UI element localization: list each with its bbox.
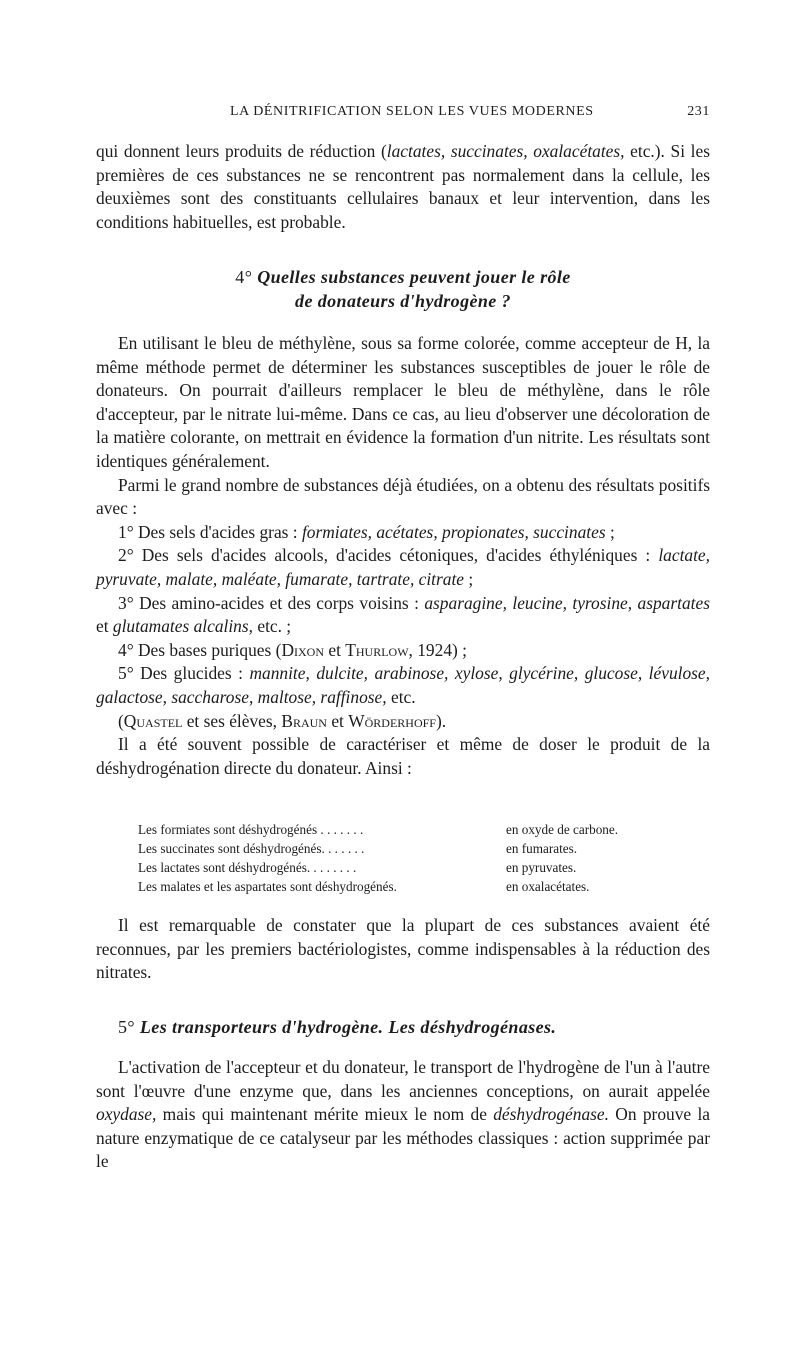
donor-substances-block: [96, 332, 710, 780]
table-cell-product: en oxalacétates.: [506, 879, 590, 894]
list-item-3-conj: et: [96, 616, 113, 637]
term-oxydase: oxydase,: [96, 1104, 157, 1125]
credit-and: et: [326, 710, 349, 731]
page-number: 231: [687, 104, 710, 119]
paragraph-dehydrogenation-product: Il a été souvent possible de caractériser et même de doser le produit de la déshydrogénation directe du donateur. Ainsi :: [96, 734, 710, 778]
author-thurlow: Thurlow: [345, 639, 409, 660]
list-item-amino-acids: [96, 592, 710, 639]
table-cell-subject: Les formiates sont déshydrogénés . . . . . . .: [138, 822, 364, 837]
list-item-1-lead: 1° Des sels d'acides gras :: [118, 521, 302, 542]
para6-text-c: On prouve la nature enzymatique de ce catalyseur par les méthodes classiques : action supprimée par le: [96, 1104, 711, 1172]
table-row: [138, 858, 618, 877]
table-row: [138, 820, 618, 839]
list-item-fatty-acids: [96, 521, 710, 545]
section-4-heading: [96, 265, 710, 313]
list-item-purine-bases: [96, 639, 710, 663]
paragraph-methylene-blue: En utilisant le bleu de méthylène, sous sa forme colorée, comme accepteur de H, la même méthode permet de déterminer les substances susceptibles de jouer le rôle de donateurs. On pourrait d'ailleurs remplacer le bleu de méthylène, dans le rôle d'accepteur, par le nitrate lui-même. Dans ce cas, au lieu d'observer une décoloration de la matière colorante, on mettrait en évidence la formation d'un nitrite. Les résultats sont identiques généralement.: [96, 333, 710, 471]
list-item-4-conj: et: [324, 639, 346, 660]
section-4-number: 4°: [235, 267, 253, 287]
table-cell-product: en fumarates.: [506, 841, 578, 856]
list-item-5-lead: 5° Des glucides :: [118, 663, 250, 684]
list-item-glucides: [96, 662, 710, 709]
paragraph-bacteriologists-text: Il est remarquable de constater que la plupart de ces substances avaient été reconnues, par les premiers bactériologistes, comme indispensables à la réduction des nitrates.: [96, 915, 710, 983]
paragraph-positive-results: Parmi le grand nombre de substances déjà étudiées, on a obtenu des résultats positifs avec :: [96, 474, 710, 519]
section-4-title-line2: de donateurs d'hydrogène ?: [295, 291, 511, 311]
list-item-3-substances-b: glutamates alcalins,: [112, 616, 253, 637]
paragraph-dehydrogenase: [96, 1056, 710, 1174]
list-item-1-substances: formiates, acétates, propionates, succinates: [301, 521, 606, 542]
list-item-3-lead: 3° Des amino-acides et des corps voisins :: [118, 592, 425, 613]
table-cell-subject: Les lactates sont déshydrogénés. . . . . . . .: [138, 860, 357, 875]
credit-open: (: [118, 710, 124, 731]
credit-mid: et ses élèves,: [182, 710, 282, 731]
list-item-2-tail: ;: [464, 568, 474, 589]
list-item-5-tail: etc.: [386, 686, 416, 707]
table-cell-product: en oxyde de carbone.: [506, 822, 619, 837]
list-item-4-lead: 4° Des bases puriques (: [118, 639, 282, 660]
credit-close: ).: [435, 710, 447, 731]
section-5-number: 5°: [118, 1017, 135, 1037]
table-row: [138, 877, 618, 896]
para1-italic-list: lactates, succinates, oxalacétates,: [386, 141, 625, 161]
list-item-4-tail: , 1924) ;: [408, 639, 467, 660]
author-worderhoff: Wörderhoff: [348, 710, 436, 731]
table-row: [138, 839, 618, 858]
term-deshydrogenase: déshydrogénase.: [493, 1104, 609, 1125]
list-item-3-substances-a: asparagine, leucine, tyrosine, aspartates: [424, 592, 710, 613]
section-5-title: Les transporteurs d'hydrogène. Les déshydrogénases.: [139, 1017, 557, 1037]
table-cell-subject: Les succinates sont déshydrogénés. . . . . . .: [138, 841, 365, 856]
list-item-2-lead: 2° Des sels d'acides alcools, d'acides cétoniques, d'acides éthyléniques :: [118, 545, 659, 566]
list-item-1-tail: ;: [605, 521, 615, 542]
para6-text-b: mais qui maintenant mérite mieux le nom de: [156, 1104, 494, 1125]
table-cell-product: en pyruvates.: [506, 860, 577, 875]
section-4-title-line1: Quelles substances peuvent jouer le rôle: [257, 267, 571, 287]
author-dixon: Dixon: [281, 639, 324, 660]
list-item-2-substances: lactate, pyruvate, malate, maléate, fumarate, tartrate, citrate: [96, 545, 710, 589]
author-quastel: Quastel: [123, 710, 183, 731]
running-header: [96, 104, 710, 124]
para6-text-a: L'activation de l'accepteur et du donateur, le transport de l'hydrogène de l'un à l'autre sont l'œuvre d'une enzyme que, dans les anciennes conceptions, on aurait appelée: [96, 1057, 710, 1101]
list-item-5-substances: mannite, dulcite, arabinose, xylose, glycérine, glucose, lévulose, galactose, saccharose, maltose, raffinose,: [96, 663, 710, 707]
para1-text-a: qui donnent leurs produits de réduction (: [96, 141, 387, 161]
table-cell-subject: Les malates et les aspartates sont déshydrogénés.: [138, 879, 397, 894]
list-item-3-tail: etc. ;: [253, 616, 292, 637]
paragraph-bacteriologists: [96, 914, 710, 985]
section-5-heading: [96, 1015, 710, 1039]
author-braun: Braun: [281, 710, 327, 731]
running-title: LA DÉNITRIFICATION SELON LES VUES MODERNES: [230, 104, 594, 119]
list-item-alcohol-acids: [96, 544, 710, 591]
authors-credit: [96, 710, 710, 734]
para1-text-b: etc.). Si les premières de ces substances ne se rencontrent pas normalement dans la cellule, les deuxièmes sont des constituants cellulaires banaux et leur intervention, dans les conditions habituelles, est probable.: [96, 141, 710, 232]
dehydrogenation-table: [138, 820, 618, 896]
paragraph-reduction-products: [96, 140, 710, 234]
